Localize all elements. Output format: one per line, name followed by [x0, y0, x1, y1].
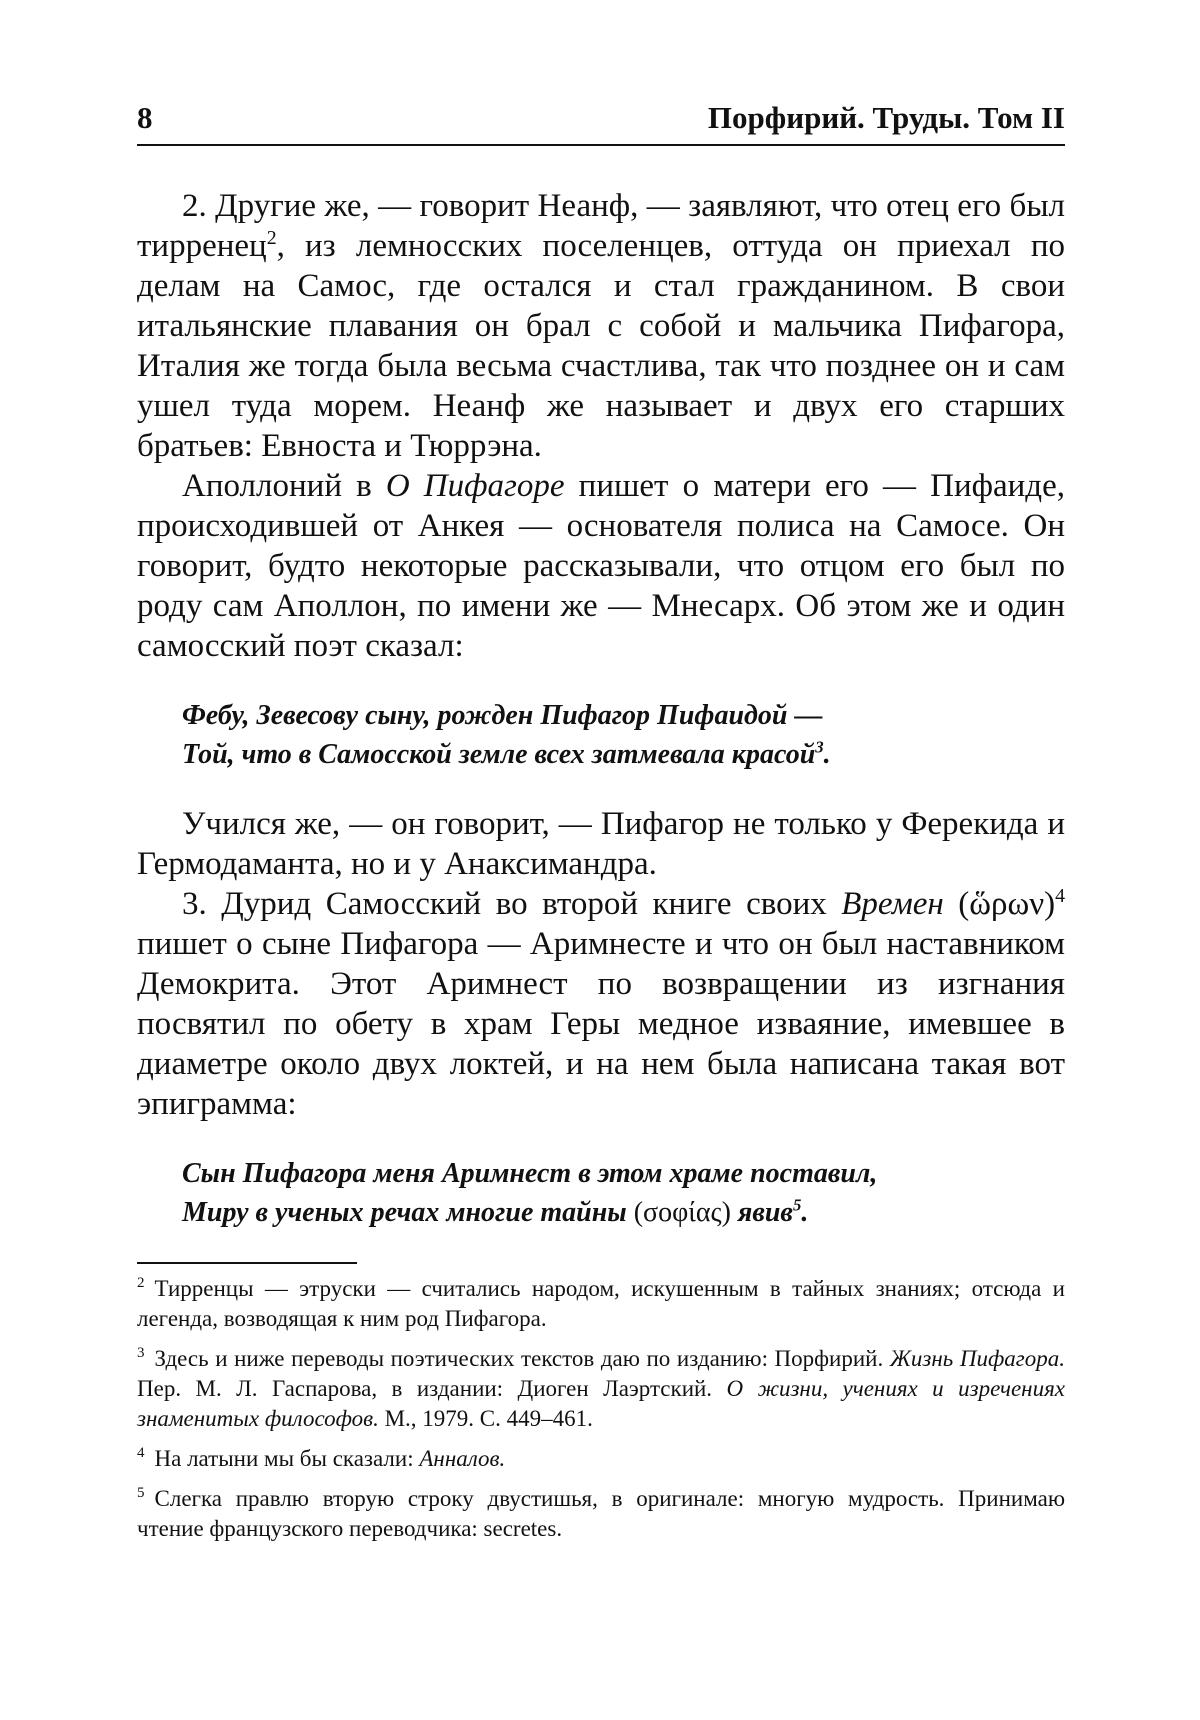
footnote-2-text: Тирренцы — этруски — считались народом, искушенным в тайных знаниях; отсюда и легенда, возводящая к ним род Пифагора.: [137, 1276, 1065, 1331]
verse-1-line-2: [182, 735, 1065, 774]
footnote-4: [137, 1444, 1065, 1474]
footnote-2: [137, 1274, 1065, 1334]
paragraph-1: [137, 186, 1065, 466]
footnote-3: [137, 1344, 1065, 1434]
footnote-3-text-a: Здесь и ниже переводы поэтических текстов даю по изданию: Порфирий.: [154, 1346, 890, 1371]
footnote-ref-5: 5: [792, 1195, 802, 1215]
main-text: [137, 186, 1065, 1232]
work-title-times: Времен: [841, 886, 944, 922]
paragraph-2: [137, 466, 1065, 666]
verse-quote-1: [182, 696, 1065, 774]
verse-quote-2: [182, 1154, 1065, 1232]
footnote-number: 4: [137, 1445, 145, 1462]
footnote-number: 3: [137, 1345, 145, 1362]
paragraph-4-text-a: 3. Дурид Самосский во второй книге своих: [182, 886, 842, 922]
verse-2-line-1: Сын Пифагора меня Аримнест в этом храме поставил,: [182, 1158, 878, 1189]
paragraph-2-text-a: Аполлоний в: [182, 468, 386, 504]
verse-2-line-2: [182, 1193, 1065, 1232]
footnote-ref-4: 4: [1055, 885, 1065, 907]
footnote-ref-3: 3: [815, 737, 824, 757]
verse-1-end: .: [823, 739, 831, 770]
paragraph-3: Учился же, — он говорит, — Пифагор не только у Ферекида и Гермодаманта, но и у Анаксимандра.: [137, 806, 1065, 882]
greek-word-horon: (ὥρων): [943, 886, 1056, 922]
work-title-lives-of-philosophers: О жизни, учениях и изречениях знаменитых философов.: [137, 1376, 1065, 1431]
footnote-3-text-b: Пер. М. Л. Гаспарова, в издании: Диоген Лаэртский.: [137, 1376, 727, 1401]
paragraph-1-text-b: , из лемносских поселенцев, оттуда он приехал по делам на Самос, где остался и стал гражданином. В свои итальянские плавания он брал с собой и мальчика Пифагора, Италия же тогда была весьма счастлива, так что позднее он и сам ушел туда морем. Неанф же называет и двух его старших братьев: Евноста и Тюррэна.: [137, 228, 1065, 464]
footnote-ref-2: 2: [266, 227, 277, 249]
footnote-5-text: Слегка правлю вторую строку двустишья, в оригинале: многую мудрость. Принимаю чтение французского переводчика: secretes.: [137, 1486, 1065, 1541]
verse-1-line-2-text: Той, что в Самосской земле всех затмевала красой: [182, 739, 816, 770]
work-title-annals: Анналов.: [419, 1446, 506, 1471]
greek-word-sophias: (σοφίας): [633, 1197, 731, 1228]
page-number: 8: [137, 100, 153, 135]
verse-2-line-2-text-b: явив: [730, 1197, 793, 1228]
book-page: [137, 100, 1065, 1554]
footnote-5: [137, 1484, 1065, 1544]
footnote-3-text-c: М., 1979. С. 449–461.: [378, 1406, 593, 1431]
footnote-number: 2: [137, 1275, 145, 1292]
paragraph-2-text-b: пишет о матери его — Пифаиде, происходившей от Анкея — основателя полиса на Самосе. Он говорит, будто некоторые рассказывали, что отцом его был по роду сам Аполлон, по имени же — Мнесарх. Об этом же и один самосский поэт сказал:: [137, 468, 1065, 664]
verse-1-line-1: Фебу, Зевесову сыну, рожден Пифагор Пифаидой —: [182, 700, 823, 731]
work-title-on-pythagoras: О Пифагоре: [385, 468, 565, 504]
footnote-4-text: На латыни мы бы сказали:: [154, 1446, 420, 1471]
footnotes: [137, 1274, 1065, 1544]
verse-2-end: .: [801, 1197, 809, 1228]
footnote-number: 5: [137, 1485, 145, 1502]
running-header: [137, 100, 1065, 146]
paragraph-4: [137, 884, 1065, 1124]
verse-2-line-2-text-a: Миру в ученых речах многие тайны: [182, 1197, 634, 1228]
work-title-life-of-pythagoras: Жизнь Пифагора.: [889, 1346, 1065, 1371]
paragraph-1-text-a: 2. Другие же, — говорит Неанф, — заявляют, что отец его был тирренец: [137, 188, 1065, 264]
running-title: Порфирий. Труды. Том II: [707, 100, 1065, 135]
footnote-separator: [137, 1262, 357, 1264]
paragraph-4-text-b: пишет о сыне Пифагора — Аримнесте и что он был наставником Демокрита. Этот Аримнест по возвращении из изгнания посвятил по обету в храм Геры медное изваяние, имевшее в диаметре около двух локтей, и на нем была написана такая вот эпиграмма:: [137, 926, 1065, 1122]
